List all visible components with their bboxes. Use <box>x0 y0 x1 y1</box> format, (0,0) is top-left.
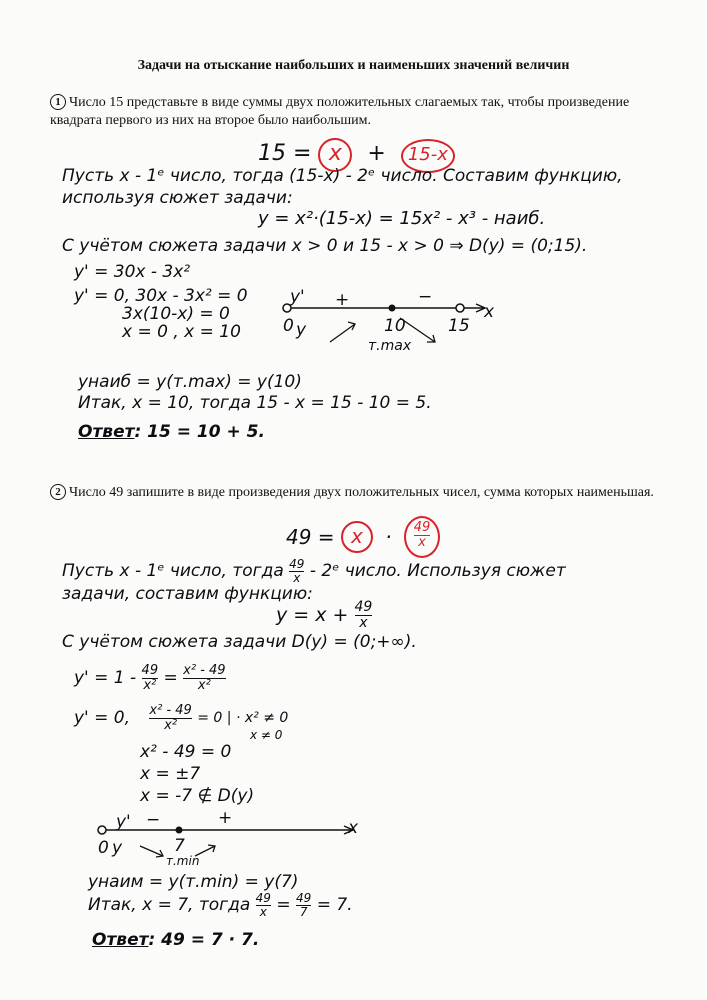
task-2-line-2: задачи, составим функцию: <box>62 584 313 604</box>
frac-num: 49 <box>255 891 271 905</box>
frac-den: x <box>259 904 267 919</box>
line-part: y = x + <box>276 604 349 627</box>
line-part: Пусть x - 1ᵉ число, тогда <box>62 561 284 582</box>
frac-den: x <box>293 570 301 585</box>
frac-num: 49 <box>289 557 305 571</box>
answer-label: Ответ <box>78 422 135 442</box>
line-part: Итак, x = 7, тогда <box>88 895 251 916</box>
frac-num: 49 <box>141 663 159 678</box>
eq-dot: · <box>385 525 392 549</box>
task-number-badge: 1 <box>50 94 66 110</box>
task-2-roots: x = ±7 <box>140 764 201 784</box>
task-1-text: Число 15 представьте в виде суммы двух положительных слагаемых так, чтобы произведение квадрата первого из них на второе было наибольшим. <box>50 95 630 128</box>
axis-yprime-label: y' <box>290 287 305 307</box>
task-1-statement <box>50 94 670 130</box>
frac-num: x² - 49 <box>183 663 226 678</box>
task-1-derivative: y' = 30x - 3x² <box>74 262 191 282</box>
axis-tmax-label: т.max <box>368 338 412 354</box>
frac-den: x <box>418 534 426 550</box>
task-2-excluded-root: x = -7 ∉ D(y) <box>140 786 255 806</box>
task-2-conclusion <box>88 892 353 918</box>
task-1-line-1: Пусть x - 1ᵉ число, тогда (15-x) - 2ᵉ число. Составим функцию, <box>62 166 623 186</box>
eq-plus: + <box>367 141 386 166</box>
axis-tmin-label: т.min <box>166 854 200 868</box>
answer-text: : 49 = 7 · 7. <box>148 930 260 950</box>
axis-point-7 <box>176 827 183 834</box>
line-part: y' = 1 - <box>74 668 137 689</box>
fraction-49-7 <box>296 892 311 918</box>
task-2-derivative <box>74 664 226 692</box>
task-2-min-value: yнаим = y(т.min) = y(7) <box>88 872 299 892</box>
task-1-conclusion: Итак, x = 10, тогда 15 - x = 15 - 10 = 5. <box>78 393 432 413</box>
task-2-statement <box>50 484 670 502</box>
axis-x-label: x <box>348 818 359 838</box>
task-2-line-1 <box>62 558 566 584</box>
axis-point-10 <box>389 305 396 312</box>
axis-plus-sign: + <box>335 290 350 310</box>
line-part: - 2ᵉ число. Используя сюжет <box>309 561 566 582</box>
task-1-domain: С учётом сюжета задачи x > 0 и 15 - x > 0 ⇒ D(y) = (0;15). <box>62 236 588 256</box>
axis-zero-label: 0 <box>98 838 109 858</box>
eq-49: 49 = <box>286 525 335 549</box>
task-1-line-2: используя сюжет задачи: <box>62 188 293 208</box>
task-1-max-value: yнаиб = y(т.max) = y(10) <box>78 372 302 392</box>
axis-10-label: 10 <box>384 316 406 336</box>
line-part: = <box>163 668 178 689</box>
axis-plus-sign: + <box>218 808 233 828</box>
axis-y-label: y <box>112 838 123 858</box>
frac-num: x² - 49 <box>149 703 192 718</box>
frac-num: 49 <box>413 520 431 535</box>
task-2-x-not-zero: x ≠ 0 <box>250 728 283 742</box>
line-part: = <box>276 895 291 916</box>
line-part: = 0 | · x² ≠ 0 <box>197 710 289 727</box>
axis-open-point-15 <box>456 304 464 312</box>
axis-y-label: y <box>296 320 307 340</box>
frac-den: 7 <box>299 904 308 919</box>
eq-x-circled: x <box>318 138 352 172</box>
task-number-badge: 2 <box>50 484 66 500</box>
axis-zero-label: 0 <box>283 316 294 336</box>
axis-yprime-label: y' <box>116 812 131 832</box>
answer-text: : 15 = 10 + 5. <box>134 422 265 442</box>
frac-num: 49 <box>296 891 312 905</box>
axis-minus-sign: − <box>146 810 161 830</box>
eq-15-minus-x-circled: 15-x <box>401 139 455 173</box>
task-1-function: y = x²·(15-x) = 15x² - x³ - наиб. <box>258 208 546 229</box>
line-part: y' = 0, <box>74 708 131 729</box>
answer-label: Ответ <box>92 930 149 950</box>
axis-open-point-0 <box>98 826 106 834</box>
task-2-domain: С учётом сюжета задачи D(y) = (0;+∞). <box>62 632 417 652</box>
task-2-quadratic: x² - 49 = 0 <box>140 742 232 762</box>
axis-15-label: 15 <box>448 316 470 336</box>
frac-den: x <box>359 614 368 631</box>
axis-minus-sign: − <box>418 287 433 307</box>
task-1-critical-eq: y' = 0, 30x - 3x² = 0 <box>74 286 248 306</box>
eq-15: 15 = <box>258 141 312 166</box>
frac-num: 49 <box>354 599 373 615</box>
frac-den: x² <box>143 677 157 693</box>
task-2-answer <box>92 930 259 950</box>
task-2-function <box>276 600 372 630</box>
axis-x-label: x <box>484 302 495 322</box>
task-1-factored: 3x(10-x) = 0 <box>122 304 230 324</box>
fraction-49-x <box>256 892 271 918</box>
fraction-x2-49-x2 <box>149 704 191 732</box>
fraction-49-x2 <box>142 664 159 692</box>
eq-x-circled: x <box>341 521 373 553</box>
task-1-roots: x = 0 , x = 10 <box>122 322 241 342</box>
axis-7-label: 7 <box>174 836 185 856</box>
line-part: = 7. <box>316 895 353 916</box>
page-title: Задачи на отыскание наибольших и наименьших значений величин <box>137 58 570 73</box>
fraction-49-x <box>355 600 373 630</box>
fraction-x2-49-x2 <box>183 664 225 692</box>
fraction-49-x <box>289 558 304 584</box>
task-2-text: Число 49 запишите в виде произведения двух положительных чисел, сумма которых наименьшая. <box>69 485 654 500</box>
eq-49-over-x-circled <box>404 516 440 558</box>
task-1-answer <box>78 422 265 442</box>
frac-den: x² <box>197 677 211 693</box>
frac-den: x² <box>164 717 178 733</box>
task-2-equation <box>286 516 440 558</box>
